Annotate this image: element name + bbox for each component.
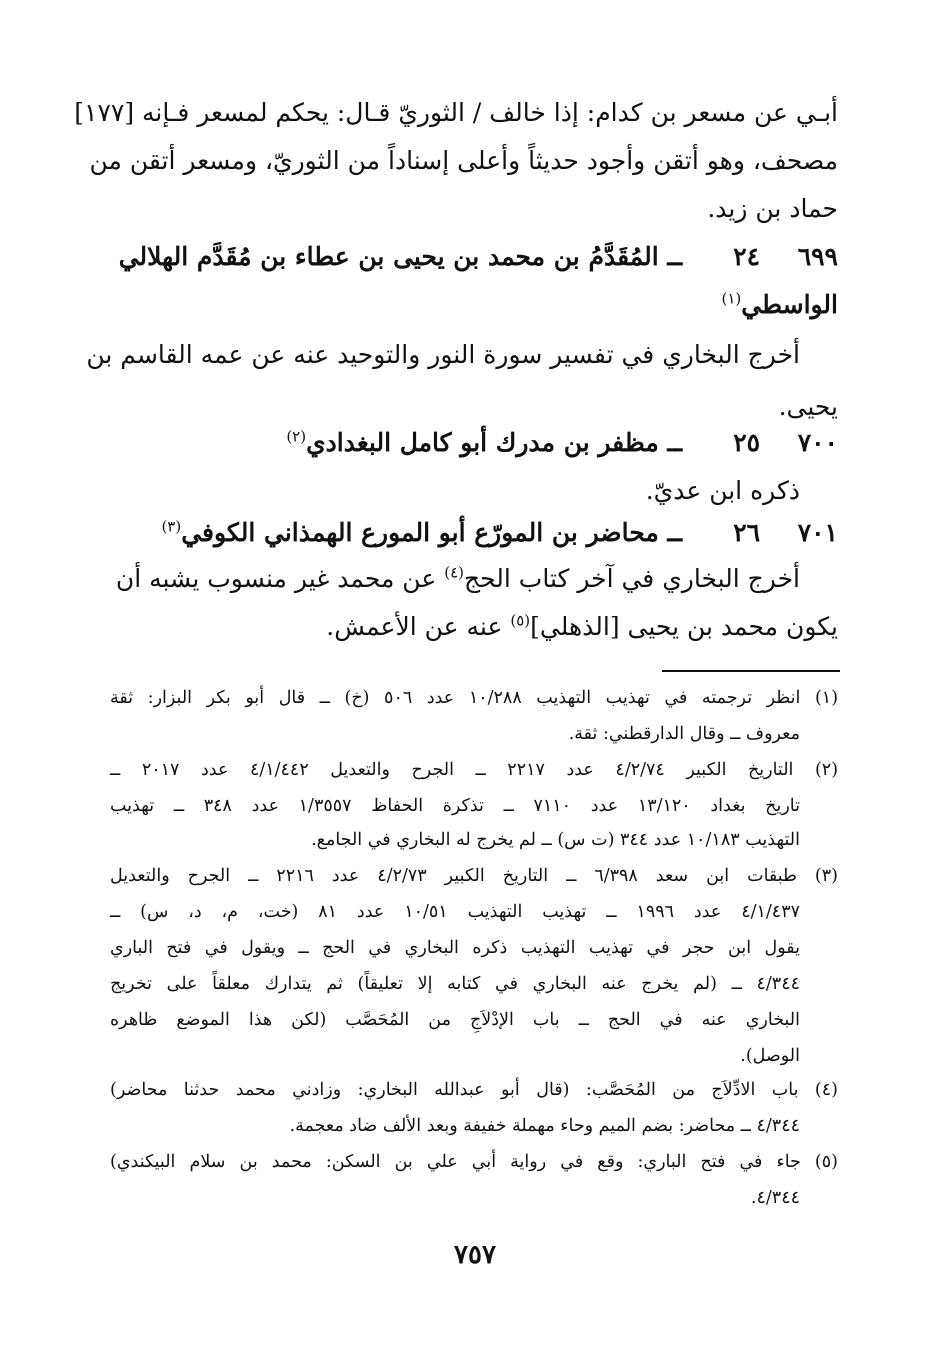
footnote-line: (١) انظر ترجمته في تهذيب التهذيب ١٠/٢٨٨ عدد ٥٠٦ (خ) ــ قال أبو بكر البزار: ثقة (110, 688, 839, 708)
footnote-line: البخاري عنه في الحج ــ باب الإدْلاَجِ من المُحَصَّب (لكن هذا الموضع ظاهره (110, 1010, 800, 1030)
entry-name: ــ محاضر بن المورّع أبو المورع الهمذاني الكوفي (181, 518, 683, 547)
main-text-line: يحيى. (778, 392, 838, 421)
entry-name-cont: الواسطي (741, 290, 838, 319)
entry-sub-number: ٢٥ (733, 428, 761, 457)
footnote-ref: (١) (721, 289, 742, 308)
footnote-ref: (٤) (444, 563, 464, 582)
footnote-line: (٥) جاء في فتح الباري: وقع في رواية أبي علي بن السكن: محمد بن سلام البيكندي) (110, 1152, 838, 1172)
entry-sub-number: ٢٦ (733, 518, 761, 547)
footnote-line: ٤/٣٤٤. (750, 1188, 800, 1208)
page-number: ٧٥٧ (454, 1240, 496, 1270)
footnote-line: (٣) طبقات ابن سعد ٦/٣٩٨ ــ التاريخ الكبير ٤/٢/٧٣ عدد ٢٢١٦ ــ الجرح والتعديل (110, 866, 838, 886)
entry-number: ٧٠٠ (797, 428, 838, 457)
footnote-separator (662, 670, 840, 672)
footnote-line: (٤) باب الادِّلاَج من المُحَصَّب: (قال أبو عبدالله البخاري: وزادني محمد حدثنا محاضر) (110, 1080, 838, 1100)
entry-700-heading (110, 428, 838, 458)
text-segment: عن محمد غير منسوب يشبه أن (115, 564, 445, 593)
entry-sub-number: ٢٤ (733, 242, 761, 271)
main-text-line (110, 564, 800, 594)
footnote-line: التهذيب ١٠/١٨٣ عدد ٣٤٤ (ت س) ــ لم يخرج له البخاري في الجامع. (311, 830, 800, 850)
footnote-line: ٤/١/٤٣٧ عدد ١٩٩٦ ــ تهذيب التهذيب ١٠/٥١ عدد ٨١ (خت، م، د، س) ــ (110, 902, 800, 922)
main-text-line: مصحف، وهو أتقن وأجود حديثاً وأعلى إسناداً من الثوريّ، ومسعر أتقن من (89, 146, 838, 175)
footnote-ref: (٣) (161, 517, 182, 536)
footnote-line: ٤/٣٤٤ ــ محاضر: بضم الميم وحاء مهملة خفيفة وبعد الألف ضاد معجمة. (289, 1116, 800, 1136)
entry-701-heading (110, 518, 838, 548)
main-text-line: أخرج البخاري في تفسير سورة النور والتوحيد عنه عن عمه القاسم بن (86, 340, 800, 369)
main-text-line (110, 612, 838, 642)
footnote-line: يقول ابن حجر في تهذيب التهذيب ذكره البخاري في الحج ــ ويقول في فتح الباري (110, 938, 800, 958)
entry-number: ٦٩٩ (797, 242, 838, 271)
text-segment: عنه عن الأعمش. (326, 612, 511, 641)
main-text-line: أبـي عن مسعر بن كدام: إذا خالف / الثوريّ قـال: يحكم لمسعر فـإنه [١٧٧] (74, 98, 838, 127)
text-segment: يكون محمد بن يحيى [الذهلي] (530, 612, 838, 641)
entry-name: ــ المُقَدَّمُ بن محمد بن يحيى بن عطاء بن مُقَدَّم الهلالي (118, 242, 683, 271)
text-segment: أخرج البخاري في آخر كتاب الحج (464, 564, 800, 593)
footnote-line: تاريخ بغداد ١٣/١٢٠ عدد ٧١١٠ ــ تذكرة الحفاظ ١/٣٥٥٧ عدد ٣٤٨ ــ تهذيب (110, 796, 800, 816)
footnote-line: الوصل). (740, 1046, 800, 1066)
entry-number: ٧٠١ (797, 518, 838, 547)
main-text-line: ذكره ابن عديّ. (645, 476, 800, 505)
footnote-line: (٢) التاريخ الكبير ٤/٢/٧٤ عدد ٢٢١٧ ــ الجرح والتعديل ٤/١/٤٤٢ عدد ٢٠١٧ ــ (110, 760, 839, 780)
entry-699-heading (110, 242, 838, 272)
entry-699-heading-cont (110, 290, 838, 320)
footnote-ref: (٢) (286, 427, 307, 446)
main-text-line: حماد بن زيد. (707, 194, 838, 223)
footnote-line: ٤/٣٤٤ ــ (لم يخرج عنه البخاري في كتابه إلا تعليقاً) ثم يتدارك معلقاً على تخريج (110, 974, 800, 994)
entry-name: ــ مظفر بن مدرك أبو كامل البغدادي (306, 428, 683, 457)
footnote-line: معروف ــ وقال الدارقطني: ثقة. (568, 724, 800, 744)
footnote-ref: (٥) (510, 611, 531, 630)
